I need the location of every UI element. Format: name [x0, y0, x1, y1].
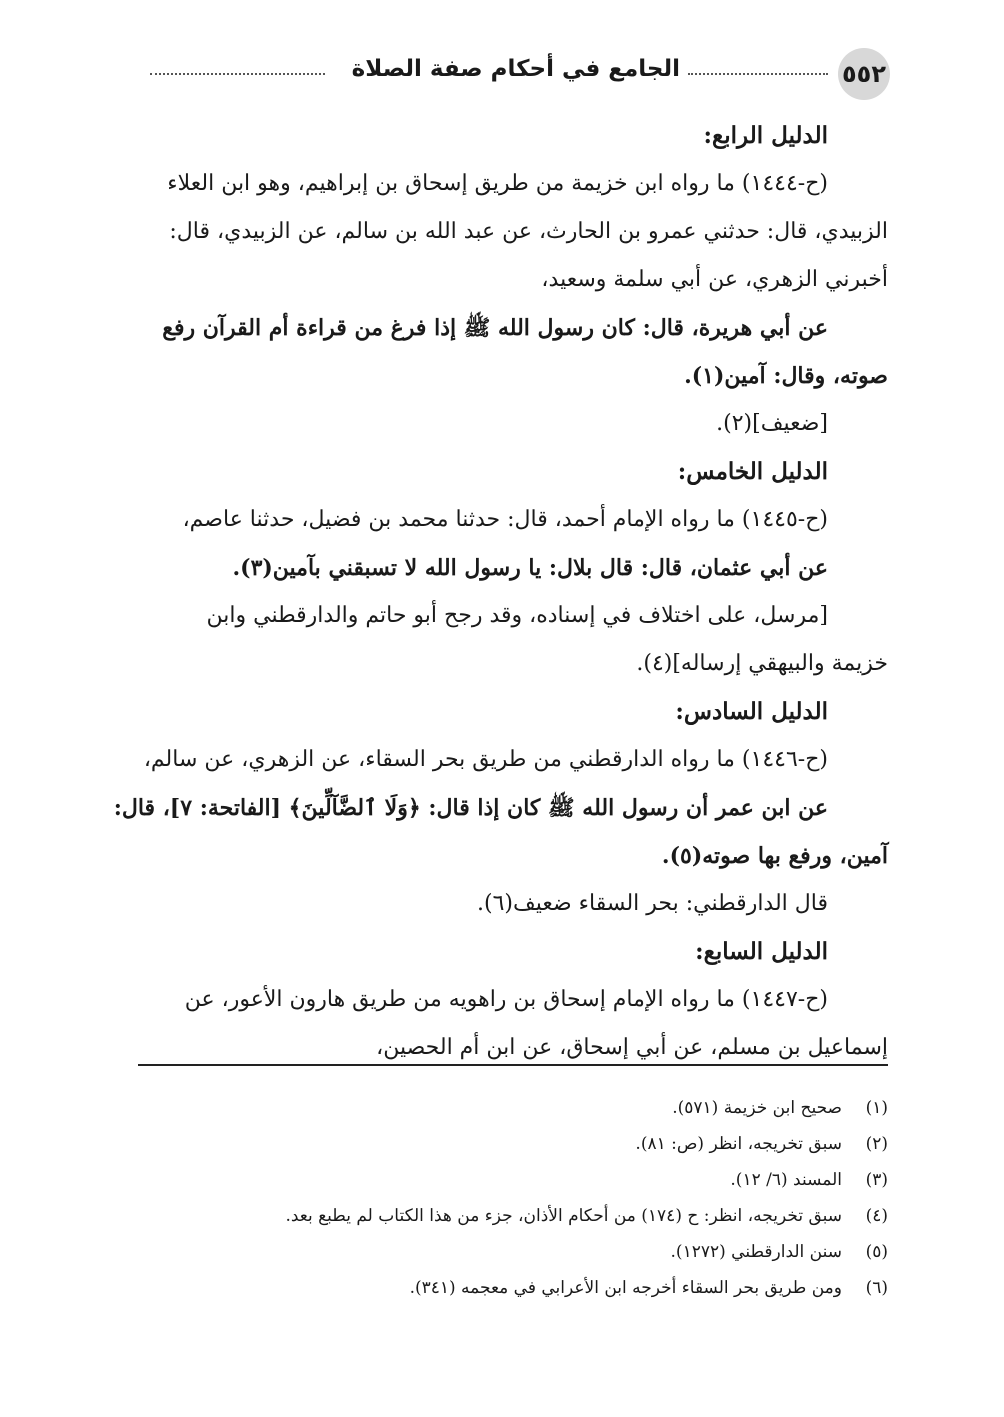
header-dotted-rule-left: [150, 73, 325, 75]
footnote-text: سنن الدارقطني (١٢٧٢).: [670, 1242, 842, 1262]
footnote: [140, 1198, 888, 1234]
text-line: عن أبي عثمان، قال: قال بلال: يا رسول الله لا تسبقني بآمين(٣).: [232, 555, 828, 581]
footnote-text: سبق تخريجه، انظر: ح (١٧٤) من أحكام الأذان، جزء من هذا الكتاب لم يطبع بعد.: [285, 1206, 842, 1226]
text-line: عن أبي هريرة، قال: كان رسول الله ﷺ إذا فرغ من قراءة أم القرآن رفع: [162, 315, 828, 341]
text-line: الزبيدي، قال: حدثني عمرو بن الحارث، عن عبد الله بن سالم، عن الزبيدي، قال:: [169, 219, 888, 244]
footnote: [140, 1126, 888, 1162]
footnotes: [140, 1090, 888, 1306]
footnote: [140, 1270, 888, 1306]
footnote-number: (١): [865, 1098, 888, 1118]
footnote-text: ومن طريق بحر السقاء أخرجه ابن الأعرابي في معجمه (٣٤١).: [409, 1278, 842, 1298]
footnote-text: صحيح ابن خزيمة (٥٧١).: [672, 1098, 842, 1118]
page-header: [140, 48, 890, 98]
main-text: [113, 112, 888, 1072]
section-heading: الدليل الخامس:: [677, 458, 828, 485]
text-line: عن ابن عمر أن رسول الله ﷺ كان إذا قال: ﴿وَلَا ٱلضَّآلِّينَ﴾ [الفاتحة: ٧]، قال:: [113, 795, 828, 821]
footnote-number: (٦): [865, 1278, 888, 1298]
footnote-text: المسند (٦/ ١٢).: [730, 1170, 842, 1190]
footnote-text: سبق تخريجه، انظر (ص: ٨١).: [635, 1134, 842, 1154]
footnote-number: (٣): [865, 1170, 888, 1190]
footnote-number: (٤): [865, 1206, 888, 1226]
section-heading: الدليل السابع:: [695, 938, 828, 965]
text-line: قال الدارقطني: بحر السقاء ضعيف(٦).: [476, 891, 828, 916]
text-line: (ح-١٤٤٤) ما رواه ابن خزيمة من طريق إسحاق بن إبراهيم، وهو ابن العلاء: [167, 171, 828, 196]
footnote: [140, 1090, 888, 1126]
text-line: [ضعيف](٢).: [716, 411, 828, 436]
page-number: ٥٥٢: [838, 48, 890, 100]
footnote-number: (٢): [865, 1134, 888, 1154]
footnote-number: (٥): [865, 1242, 888, 1262]
section-heading: الدليل السادس:: [675, 698, 828, 725]
text-line: (ح-١٤٤٦) ما رواه الدارقطني من طريق بحر السقاء، عن الزهري، عن سالم،: [143, 747, 828, 772]
footnote-separator: [138, 1064, 888, 1066]
text-line: إسماعيل بن مسلم، عن أبي إسحاق، عن ابن أم الحصين،: [376, 1035, 888, 1060]
text-line: آمين، ورفع بها صوته(٥).: [661, 843, 888, 869]
section-heading: الدليل الرابع:: [703, 122, 828, 149]
text-line: (ح-١٤٤٥) ما رواه الإمام أحمد، قال: حدثنا محمد بن فضيل، حدثنا عاصم،: [182, 507, 828, 532]
footnote: [140, 1162, 888, 1198]
text-line: (ح-١٤٤٧) ما رواه الإمام إسحاق بن راهويه من طريق هارون الأعور، عن: [184, 987, 828, 1012]
running-title: الجامع في أحكام صفة الصلاة: [351, 56, 680, 82]
text-line: صوته، وقال: آمين(١).: [684, 363, 888, 389]
text-line: [مرسل، على اختلاف في إسناده، وقد رجح أبو حاتم والدارقطني وابن: [206, 603, 828, 628]
header-dotted-rule-right: [688, 73, 828, 75]
text-line: خزيمة والبيهقي إرساله](٤).: [636, 651, 888, 676]
footnote: [140, 1234, 888, 1270]
text-line: أخبرني الزهري، عن أبي سلمة وسعيد،: [541, 267, 888, 292]
